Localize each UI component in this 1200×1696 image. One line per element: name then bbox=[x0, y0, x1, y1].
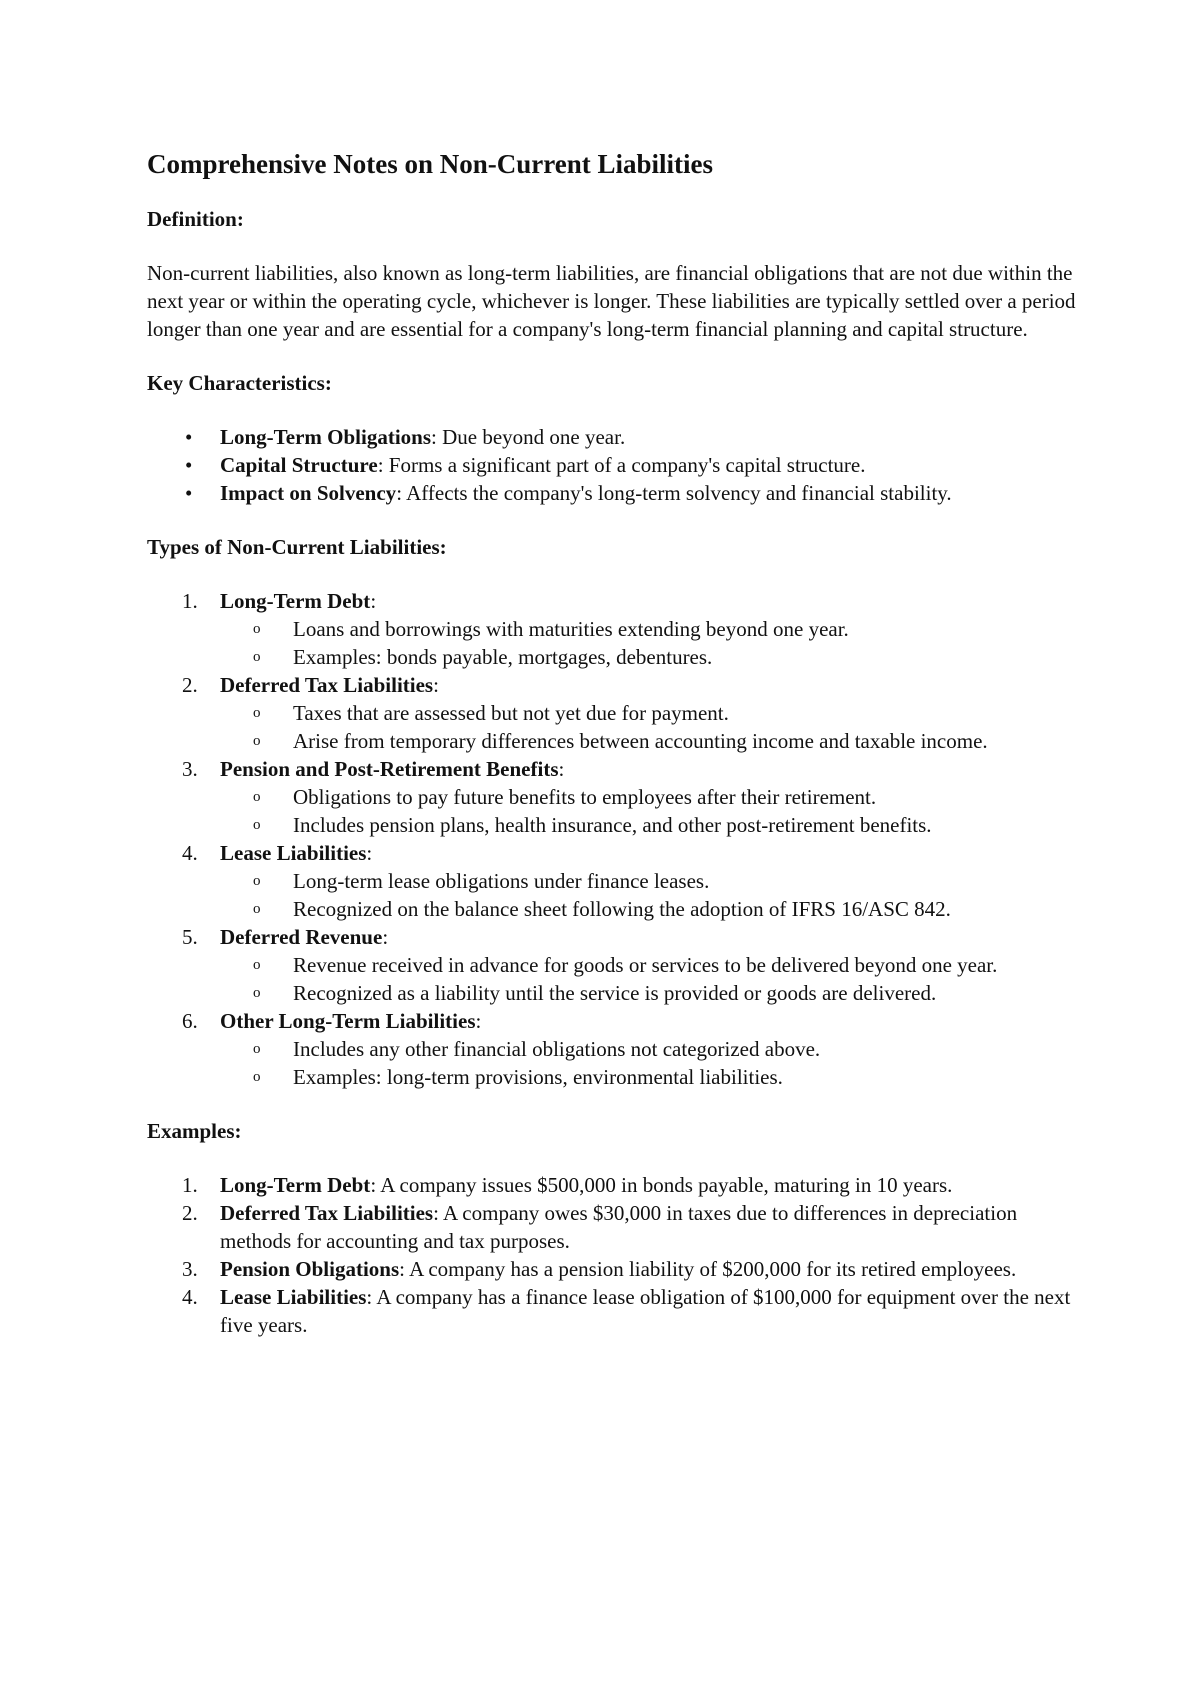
item-number: 6. bbox=[182, 1009, 198, 1033]
definition-text: Non-current liabilities, also known as long-term liabilities, are financial obligations that are not due within the next year or within the operating cycle, whichever is longer. These liabilities are typically settled over a period longer than one year and are essential for a company's long-term financial planning and capital structure. bbox=[147, 261, 1076, 341]
list-item bbox=[147, 923, 1077, 1007]
list-item bbox=[147, 755, 1077, 839]
item-number: 3. bbox=[182, 757, 198, 781]
circle-bullet-icon: o bbox=[253, 789, 261, 805]
item-text: : Affects the company's long-term solvency and financial stability. bbox=[396, 481, 952, 505]
types-list bbox=[147, 587, 1077, 1091]
item-text: : A company has a pension liability of $200,000 for its retired employees. bbox=[399, 1257, 1017, 1281]
sub-item bbox=[220, 1063, 1077, 1091]
sub-item-text: Includes any other financial obligations not categorized above. bbox=[293, 1037, 821, 1061]
examples-heading: Examples: bbox=[147, 1119, 242, 1143]
sub-item-text: Taxes that are assessed but not yet due for payment. bbox=[293, 701, 729, 725]
list-item bbox=[147, 1199, 1077, 1255]
list-item bbox=[147, 671, 1077, 755]
sub-item bbox=[220, 783, 1077, 811]
sub-item-text: Examples: long-term provisions, environmental liabilities. bbox=[293, 1065, 783, 1089]
sub-item bbox=[220, 1035, 1077, 1063]
bullet-icon: • bbox=[185, 425, 193, 449]
circle-bullet-icon: o bbox=[253, 817, 261, 833]
item-suffix: : bbox=[370, 589, 377, 613]
item-text: : A company owes $30,000 in taxes due to differences in depreciation methods for accounting and tax purposes. bbox=[220, 1201, 1018, 1253]
circle-bullet-icon: o bbox=[253, 901, 261, 917]
sub-list bbox=[220, 783, 1077, 839]
item-term: Other Long-Term Liabilities bbox=[220, 1009, 476, 1033]
sub-item-text: Obligations to pay future benefits to employees after their retirement. bbox=[293, 785, 877, 809]
item-term: Deferred Revenue bbox=[220, 925, 383, 949]
item-number: 4. bbox=[182, 841, 198, 865]
circle-bullet-icon: o bbox=[253, 873, 261, 889]
sub-item bbox=[220, 951, 1077, 979]
item-number: 1. bbox=[182, 1173, 198, 1197]
sub-item-text: Examples: bonds payable, mortgages, debentures. bbox=[293, 645, 713, 669]
item-number: 5. bbox=[182, 925, 198, 949]
sub-item bbox=[220, 811, 1077, 839]
document-title: Comprehensive Notes on Non-Current Liabilities bbox=[147, 149, 713, 179]
item-term: Deferred Tax Liabilities bbox=[220, 1201, 434, 1225]
sub-item bbox=[220, 615, 1077, 643]
item-term: Long-Term Debt bbox=[220, 1173, 371, 1197]
list-item bbox=[147, 587, 1077, 671]
item-term: Deferred Tax Liabilities bbox=[220, 673, 434, 697]
sub-list bbox=[220, 1035, 1077, 1091]
item-number: 4. bbox=[182, 1285, 198, 1309]
sub-item bbox=[220, 643, 1077, 671]
sub-item bbox=[220, 867, 1077, 895]
circle-bullet-icon: o bbox=[253, 705, 261, 721]
key-characteristics-heading: Key Characteristics: bbox=[147, 371, 332, 395]
item-term: Pension Obligations bbox=[220, 1257, 400, 1281]
item-suffix: : bbox=[475, 1009, 482, 1033]
sub-item-text: Long-term lease obligations under finance leases. bbox=[293, 869, 710, 893]
sub-item bbox=[220, 895, 1077, 923]
sub-item bbox=[220, 979, 1077, 1007]
item-term: Pension and Post-Retirement Benefits bbox=[220, 757, 559, 781]
list-item bbox=[147, 451, 1077, 479]
list-item bbox=[147, 479, 1077, 507]
item-term: Lease Liabilities bbox=[220, 1285, 367, 1309]
item-text: : Forms a significant part of a company's capital structure. bbox=[377, 453, 866, 477]
item-number: 1. bbox=[182, 589, 198, 613]
sub-item bbox=[220, 727, 1077, 755]
sub-item-text: Arise from temporary differences between accounting income and taxable income. bbox=[293, 729, 988, 753]
item-number: 2. bbox=[182, 673, 198, 697]
circle-bullet-icon: o bbox=[253, 985, 261, 1001]
bullet-icon: • bbox=[185, 453, 193, 477]
list-item bbox=[147, 1283, 1077, 1339]
list-item bbox=[147, 423, 1077, 451]
types-heading: Types of Non-Current Liabilities: bbox=[147, 535, 447, 559]
item-number: 2. bbox=[182, 1201, 198, 1225]
definition-heading: Definition: bbox=[147, 207, 244, 231]
sub-item bbox=[220, 699, 1077, 727]
circle-bullet-icon: o bbox=[253, 621, 261, 637]
item-term: Impact on Solvency bbox=[220, 481, 397, 505]
item-term: Lease Liabilities bbox=[220, 841, 367, 865]
item-text: : A company has a finance lease obligation of $100,000 for equipment over the next five years. bbox=[220, 1285, 1071, 1337]
sub-list bbox=[220, 867, 1077, 923]
sub-item-text: Revenue received in advance for goods or services to be delivered beyond one year. bbox=[293, 953, 998, 977]
item-text: : A company issues $500,000 in bonds payable, maturing in 10 years. bbox=[370, 1173, 953, 1197]
bullet-icon: • bbox=[185, 481, 193, 505]
circle-bullet-icon: o bbox=[253, 1069, 261, 1085]
item-term: Capital Structure bbox=[220, 453, 378, 477]
list-item bbox=[147, 1007, 1077, 1091]
sub-item-text: Includes pension plans, health insurance, and other post-retirement benefits. bbox=[293, 813, 932, 837]
item-term: Long-Term Debt bbox=[220, 589, 371, 613]
sub-item-text: Recognized on the balance sheet following the adoption of IFRS 16/ASC 842. bbox=[293, 897, 951, 921]
circle-bullet-icon: o bbox=[253, 649, 261, 665]
examples-list bbox=[147, 1171, 1077, 1339]
list-item bbox=[147, 1255, 1077, 1283]
circle-bullet-icon: o bbox=[253, 1041, 261, 1057]
circle-bullet-icon: o bbox=[253, 733, 261, 749]
item-suffix: : bbox=[433, 673, 439, 697]
item-text: : Due beyond one year. bbox=[431, 425, 626, 449]
list-item bbox=[147, 839, 1077, 923]
item-term: Long-Term Obligations bbox=[220, 425, 432, 449]
item-suffix: : bbox=[558, 757, 565, 781]
list-item bbox=[147, 1171, 1077, 1199]
key-characteristics-list bbox=[147, 423, 1077, 507]
item-suffix: : bbox=[382, 925, 389, 949]
circle-bullet-icon: o bbox=[253, 957, 261, 973]
sub-list bbox=[220, 615, 1077, 671]
sub-list bbox=[220, 699, 1077, 755]
sub-list bbox=[220, 951, 1077, 1007]
document-page bbox=[147, 147, 1077, 1365]
item-number: 3. bbox=[182, 1257, 198, 1281]
sub-item-text: Recognized as a liability until the service is provided or goods are delivered. bbox=[293, 981, 937, 1005]
sub-item-text: Loans and borrowings with maturities extending beyond one year. bbox=[293, 617, 849, 641]
item-suffix: : bbox=[366, 841, 373, 865]
